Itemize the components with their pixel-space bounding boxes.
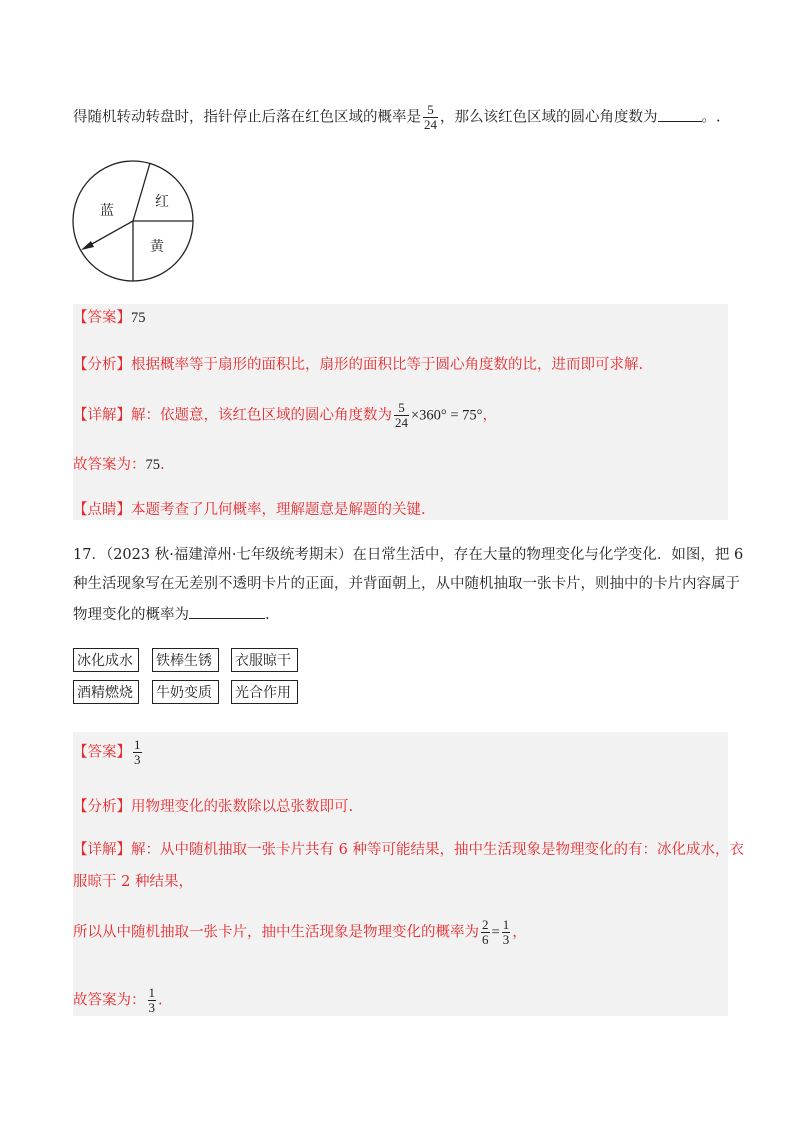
card-1: 冰化成水	[73, 648, 139, 672]
conclusion-end: .	[158, 992, 163, 1009]
card-5: 牛奶变质	[152, 680, 219, 704]
card-2: 铁棒生锈	[152, 648, 219, 672]
detail-17-line-1	[73, 840, 744, 860]
fraction-numerator: 5	[427, 102, 434, 117]
comment-16	[73, 500, 426, 520]
conclusion-end: .	[160, 457, 165, 473]
detail-text: 解：从中随机抽取一张卡片共有 6 种等可能结果，抽中生活现象是物理变化的有：冰化成水，衣	[131, 842, 744, 858]
detail-expression: ×360° = 75°	[411, 407, 483, 424]
answer-blank	[189, 604, 265, 619]
analysis-text: 用物理变化的张数除以总张数即可.	[131, 799, 354, 815]
fraction-numerator: 5	[398, 400, 405, 415]
fraction-denominator: 6	[482, 932, 489, 947]
analysis-tag: 【分析】	[73, 357, 131, 373]
stem-text: 得随机转动转盘时，指针停止后落在红色区域的概率是	[73, 109, 421, 126]
detail-tag: 【详解】	[73, 842, 131, 858]
detail-fraction	[394, 401, 409, 430]
fraction-denominator: 3	[502, 932, 510, 947]
detail-end: ，	[512, 924, 527, 941]
probability-fraction	[423, 103, 438, 132]
equals-sign: =	[491, 924, 500, 941]
analysis-16	[73, 355, 643, 375]
conclusion-fraction	[148, 986, 157, 1015]
fraction-one-third	[502, 918, 511, 947]
comment-text: 本题考查了几何概率，理解题意是解题的关键.	[131, 502, 426, 518]
detail-text: 所以从中随机抽取一张卡片，抽中生活现象是物理变化的概率为	[73, 924, 479, 941]
detail-tag: 【详解】	[73, 407, 131, 424]
stem-end: .	[265, 607, 270, 623]
fraction-denominator: 24	[424, 117, 437, 132]
stem-text-after: ，那么该红色区域的圆心角度数为	[440, 109, 658, 126]
stem-end: 。.	[701, 109, 721, 126]
fraction-denominator: 3	[134, 752, 141, 767]
detail-end: ，	[482, 407, 497, 424]
analysis-17	[73, 797, 353, 817]
answer-blank	[658, 107, 702, 122]
analysis-tag: 【分析】	[73, 799, 131, 815]
analysis-text: 根据概率等于扇形的面积比，扇形的面积比等于圆心角度数的比，进而即可求解.	[131, 357, 644, 373]
label-blue: 蓝	[100, 203, 114, 219]
answer-16	[73, 308, 146, 328]
detail-16	[73, 401, 497, 430]
fraction-denominator: 3	[148, 1000, 155, 1015]
answer-fraction	[133, 738, 142, 767]
detail-text: 解：依题意，该红色区域的圆心角度数为	[131, 407, 392, 424]
question-17-line-2: 种生活现象写在无差别不透明卡片的正面，并背面朝上，从中随机抽取一张卡片，则抽中的卡片内容属于	[73, 576, 740, 592]
detail-17-line-3	[73, 918, 527, 947]
fraction-numerator: 1	[148, 985, 155, 1000]
label-yellow: 黄	[150, 239, 164, 255]
card-6: 光合作用	[231, 680, 298, 704]
spinner-figure	[70, 160, 200, 285]
conclusion-value: 75	[145, 457, 160, 473]
fraction-two-sixths	[481, 918, 490, 947]
divider-red-blue	[133, 163, 150, 221]
fraction-numerator: 2	[482, 917, 489, 932]
detail-17-line-2: 服晾干 2 种结果，	[73, 874, 193, 890]
label-red: 红	[155, 194, 169, 210]
pointer-arrowhead	[81, 241, 94, 250]
conclusion-prefix: 故答案为：	[73, 992, 146, 1009]
conclusion-prefix: 故答案为：	[73, 457, 146, 473]
answer-tag: 【答案】	[73, 744, 131, 761]
answer-value: 75	[131, 310, 146, 326]
card-4: 酒精燃烧	[73, 680, 139, 704]
conclusion-16	[73, 455, 165, 475]
comment-tag: 【点睛】	[73, 502, 131, 518]
fraction-numerator: 1	[134, 737, 141, 752]
answer-17	[73, 738, 144, 767]
answer-tag: 【答案】	[73, 310, 131, 326]
question-17-line-3	[73, 604, 270, 625]
question-16-stem	[73, 103, 721, 132]
fraction-denominator: 24	[395, 415, 408, 430]
conclusion-17	[73, 986, 163, 1015]
card-3: 衣服晾干	[231, 648, 298, 672]
fraction-numerator: 1	[502, 917, 510, 932]
stem-text: 物理变化的概率为	[73, 607, 189, 623]
question-17-line-1: 17．（2023 秋·福建漳州·七年级统考期末）在日常生活中，存在大量的物理变化与化学变化．如图，把 6	[73, 547, 744, 563]
